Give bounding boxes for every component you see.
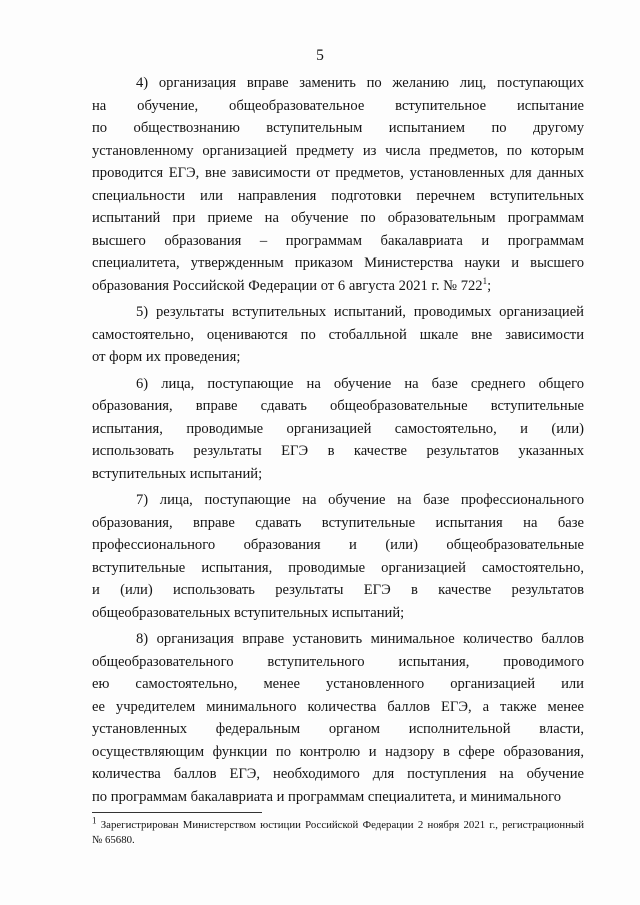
text-line: от форм их проведения;	[92, 349, 241, 365]
footnote-line	[92, 815, 584, 833]
text-line: 8) организация вправе установить минимальное количество баллов	[136, 631, 584, 647]
text-line: образования Российской Федерации от 6 августа 2021 г. № 722	[92, 277, 483, 294]
text-line: установленных федеральным органом исполнительной власти,	[92, 721, 584, 737]
footnote-text: Зарегистрирован Министерством юстиции Российской Федерации 2 ноября 2021 г., регистрационный	[96, 819, 584, 831]
paragraph-item-6	[92, 373, 584, 486]
text-line: 5) результаты вступительных испытаний, проводимых организацией	[136, 304, 584, 320]
page-number: 5	[316, 47, 324, 64]
text-line: образования, вправе сдавать вступительные испытания на базе	[92, 514, 584, 531]
text-line-with-footnote	[92, 275, 584, 298]
paragraph-item-8	[92, 628, 584, 808]
text-line: высшего образования – программам бакалавриата и программам	[92, 232, 584, 249]
line-tail: ;	[487, 277, 492, 294]
text-line: специалитета, утвержденным приказом Министерства науки и высшего	[92, 255, 584, 271]
text-line: проводится ЕГЭ, вне зависимости от предметов, установленных для данных	[92, 165, 584, 181]
text-line: количества баллов ЕГЭ, необходимого для поступления на обучение	[92, 766, 584, 782]
text-line: по обществознанию вступительным испытанием по другому	[92, 120, 584, 136]
text-line: общеобразовательных вступительных испытаний;	[92, 604, 405, 621]
document-body	[92, 72, 584, 812]
text-line: специальности или направления подготовки перечнем вступительных	[92, 187, 584, 204]
text-line: образования, вправе сдавать общеобразовательные вступительные	[92, 398, 584, 414]
text-line: установленному организацией предмету из числа предметов, по которым	[92, 142, 584, 159]
text-line: общеобразовательного вступительного испытания, проводимого	[92, 653, 584, 670]
text-line: профессионального образования и (или) общеобразовательные	[92, 537, 584, 553]
paragraph-item-7	[92, 489, 584, 624]
footnote-divider	[92, 812, 262, 813]
text-line: и (или) использовать результаты ЕГЭ в качестве результатов	[92, 582, 584, 598]
text-line: испытаний при приеме на обучение по образовательным программам	[92, 210, 584, 226]
text-line: самостоятельно, оцениваются по стобалльной шкале вне зависимости	[92, 326, 584, 343]
footnote-marker: 1	[92, 815, 97, 826]
text-line: вступительных испытаний;	[92, 465, 263, 482]
text-line: осуществляющим функции по контролю и надзору в сфере образования,	[92, 743, 584, 760]
text-line: по программам бакалавриата и программам специалитета, и минимального	[92, 788, 562, 805]
footnote	[92, 815, 584, 848]
text-line: ею самостоятельно, менее установленного организацией или	[92, 676, 584, 692]
text-line: вступительные испытания, проводимые организацией самостоятельно,	[92, 559, 584, 576]
text-line: 7) лица, поступающие на обучение на базе профессионального	[136, 492, 584, 508]
text-line: на обучение, общеобразовательное вступительное испытание	[92, 97, 584, 114]
text-line: ее учредителем минимального количества баллов ЕГЭ, а также менее	[92, 698, 584, 715]
text-line: испытания, проводимые организацией самостоятельно, и (или)	[92, 420, 584, 437]
paragraph-item-5	[92, 301, 584, 369]
paragraph-item-4	[92, 72, 584, 297]
text-line: 6) лица, поступающие на обучение на базе среднего общего	[136, 375, 584, 392]
footnote-line: № 65680.	[92, 834, 135, 846]
footnote-reference[interactable]: 1	[482, 275, 488, 286]
text-line: 4) организация вправе заменить по желанию лиц, поступающих	[136, 75, 584, 91]
text-line: использовать результаты ЕГЭ в качестве результатов указанных	[92, 443, 584, 459]
